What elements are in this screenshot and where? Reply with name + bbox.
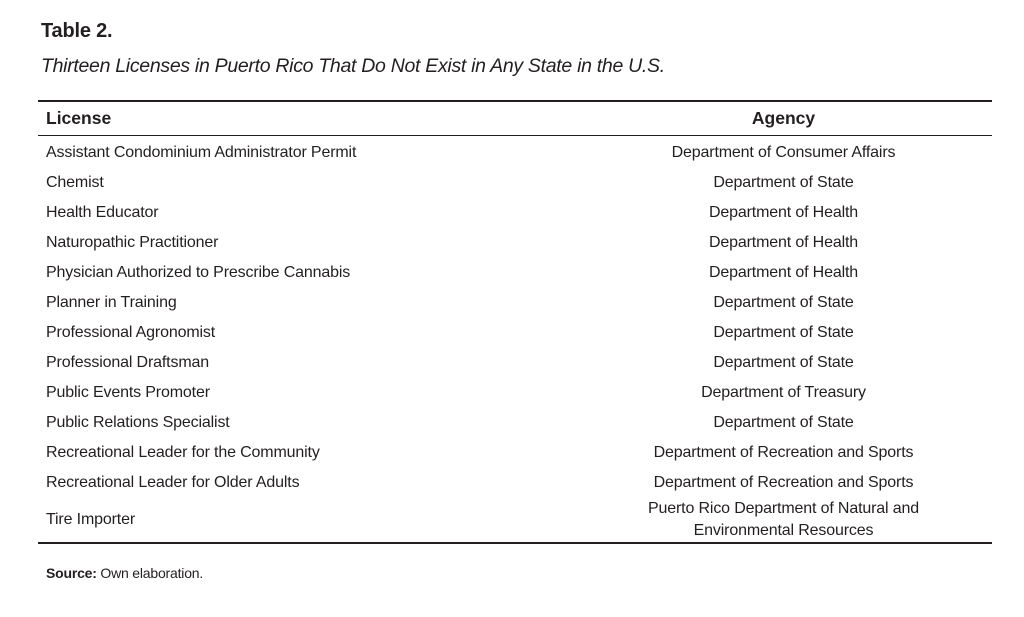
- table-row: [38, 136, 992, 169]
- license-cell: Planner in Training: [46, 294, 177, 311]
- column-header-agency: Agency: [751, 108, 816, 128]
- license-cell: Professional Draftsman: [46, 354, 209, 371]
- license-cell: Chemist: [46, 174, 104, 191]
- column-header-license: License: [46, 108, 112, 128]
- table-row: [38, 288, 992, 318]
- license-cell: Health Educator: [46, 204, 159, 221]
- table-row: [38, 348, 992, 378]
- licenses-table: [38, 100, 992, 544]
- license-cell: Tire Importer: [46, 511, 136, 528]
- agency-cell: Department of Treasury: [701, 384, 866, 401]
- table-row: [38, 468, 992, 498]
- table-row: [38, 198, 992, 228]
- table-row: [38, 318, 992, 348]
- license-cell: Physician Authorized to Prescribe Cannabis: [46, 264, 351, 281]
- source-label: Source:: [46, 565, 97, 581]
- license-cell: Assistant Condominium Administrator Permit: [46, 144, 357, 161]
- agency-cell: [515, 498, 992, 543]
- license-cell: Naturopathic Practitioner: [46, 234, 219, 251]
- license-cell: Public Relations Specialist: [46, 414, 230, 431]
- agency-cell: Department of State: [713, 354, 854, 371]
- table-row: [38, 168, 992, 198]
- agency-cell: Department of Consumer Affairs: [671, 144, 896, 161]
- license-cell: Professional Agronomist: [46, 324, 216, 341]
- table-title: Table 2.: [41, 20, 113, 42]
- agency-cell: Department of Health: [708, 264, 859, 281]
- agency-cell: Department of State: [713, 294, 854, 311]
- agency-cell: Department of Health: [708, 204, 859, 221]
- license-cell: Public Events Promoter: [46, 384, 210, 401]
- agency-cell: Department of State: [713, 414, 854, 431]
- agency-cell: Department of State: [713, 324, 854, 341]
- agency-cell: Department of State: [713, 174, 854, 191]
- agency-cell: Department of Recreation and Sports: [653, 444, 914, 461]
- agency-cell-line-2: Environmental Resources: [693, 522, 874, 539]
- licenses-table-container: [38, 100, 992, 544]
- table-row: [38, 408, 992, 438]
- source-text: Own elaboration.: [96, 565, 204, 581]
- agency-cell: Department of Recreation and Sports: [653, 474, 914, 491]
- table-row: [38, 258, 992, 288]
- table-row: [38, 228, 992, 258]
- agency-cell: Department of Health: [708, 234, 859, 251]
- license-cell: Recreational Leader for the Community: [46, 444, 320, 461]
- table-header: [38, 101, 992, 136]
- table-subtitle: Thirteen Licenses in Puerto Rico That Do Not Exist in Any State in the U.S.: [41, 55, 665, 77]
- table-row: [38, 378, 992, 408]
- license-cell: Recreational Leader for Older Adults: [46, 474, 300, 491]
- table-body: [38, 136, 992, 544]
- agency-cell-line-1: Puerto Rico Department of Natural and: [647, 500, 920, 517]
- table-row: [38, 498, 992, 543]
- table-source-note: [46, 565, 203, 581]
- table-row: [38, 438, 992, 468]
- header-row: [38, 101, 992, 136]
